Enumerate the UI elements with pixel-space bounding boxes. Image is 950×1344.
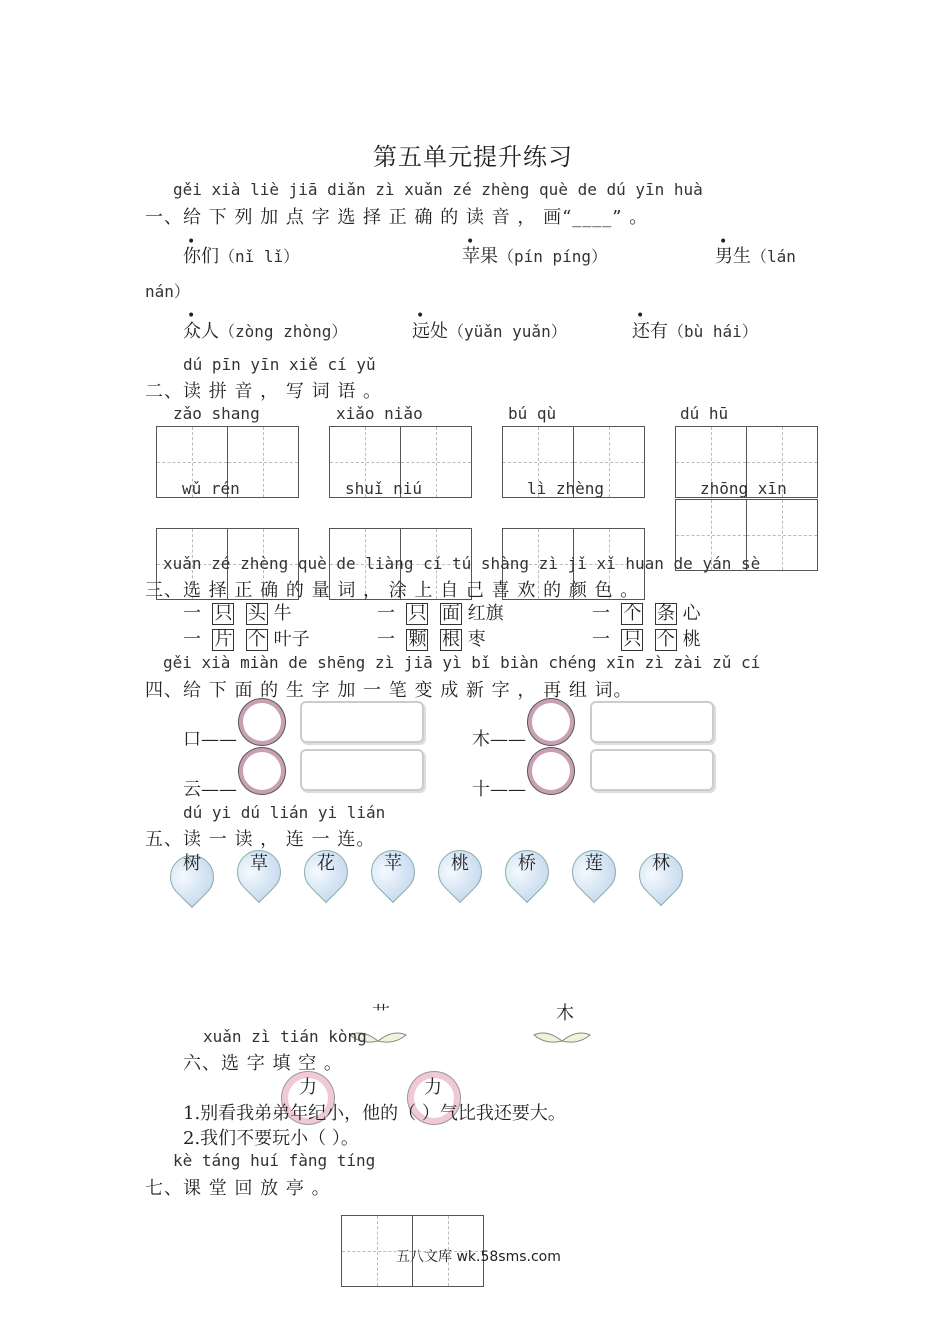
q1-pinyin: gěi xià liè jiā diǎn zì xuǎn zé zhèng què de dú yīn huà: [173, 180, 703, 199]
flower-answer-circle[interactable]: [532, 752, 570, 790]
measure-option[interactable]: 根: [441, 629, 460, 650]
q3-pinyin: xuǎn zé zhèng què de liàng cí tú shàng zì jǐ xǐ huan de yán sè: [163, 554, 761, 573]
q7-pinyin: kè táng huí fàng tíng: [173, 1151, 376, 1170]
q1-item: 众人（zòng zhòng）: [183, 321, 348, 342]
flower-choice-char: 力: [299, 1077, 317, 1098]
radical-label: 艹: [372, 1003, 390, 1024]
q6-pinyin: xuǎn zì tián kòng: [203, 1027, 367, 1046]
q1-item: 还有（bù hái）: [632, 321, 758, 342]
q2-pinyin-label: shuǐ niú: [345, 479, 423, 498]
measure-word-group: 一 只 头 牛: [183, 603, 292, 624]
q2-instruction: 二、读 拼 音 ， 写 词 语 。: [145, 381, 383, 402]
drop-character: 草: [250, 853, 268, 874]
scroll-answer-box[interactable]: [590, 701, 714, 743]
q2-pinyin: dú pīn yīn xiě cí yǔ: [183, 355, 376, 374]
scroll-answer-box[interactable]: [590, 749, 714, 791]
q2-pinyin-label: dú hū: [680, 404, 729, 423]
q1-item: 你们（nǐ lǐ）: [183, 246, 300, 267]
emphasis-dot: •: [719, 234, 728, 250]
emphasis-dot: •: [416, 308, 425, 324]
q5-pinyin: dú yi dú lián yi lián: [183, 803, 386, 822]
radical-label: 木: [556, 1003, 574, 1024]
measure-option[interactable]: 个: [656, 629, 675, 650]
measure-option[interactable]: 个: [623, 603, 642, 624]
measure-word-group: 一 只 个 桃: [592, 629, 701, 650]
q6-instruction: 六、选 字 填 空 。: [183, 1053, 343, 1074]
q2-pinyin-label: xiǎo niǎo: [336, 404, 423, 423]
q1-item-continued: nán）: [145, 282, 190, 301]
measure-option[interactable]: 头: [247, 603, 266, 624]
q4-instruction: 四、给 下 面 的 生 字 加 一 笔 变 成 新 字 ， 再 组 词。: [145, 680, 633, 701]
emphasis-dot: •: [187, 234, 196, 250]
watermark: 五八文库 wk.58sms.com: [396, 1249, 561, 1265]
scroll-answer-box[interactable]: [300, 701, 424, 743]
measure-word-group: 一 片 个 叶子: [183, 629, 310, 650]
measure-option[interactable]: 片: [214, 629, 233, 650]
drop-character: 桃: [451, 853, 469, 874]
q1-item: 苹果（pín píng）: [462, 246, 608, 267]
q1-instruction: 一、给 下 列 加 点 字 选 择 正 确 的 读 音 ， 画“____” 。: [145, 207, 649, 228]
q3-instruction: 三、选 择 正 确 的 量 词 ， 涂 上 自 己 喜 欢 的 颜 色 。: [145, 580, 640, 601]
leaf-icon[interactable]: [532, 1027, 592, 1045]
q5-instruction: 五、读 一 读 ， 连 一 连。: [145, 829, 376, 850]
flower-choice-char: 力: [424, 1077, 442, 1098]
drop-character: 莲: [585, 853, 603, 874]
drop-character: 林: [652, 853, 670, 874]
fill-sentence: 2.我们不要玩小（ ）。: [183, 1128, 359, 1149]
measure-option[interactable]: 只: [214, 603, 233, 624]
flower-answer-circle[interactable]: [243, 752, 281, 790]
base-character: 十——: [472, 779, 526, 800]
measure-option[interactable]: 颗: [408, 629, 427, 650]
measure-option[interactable]: 只: [408, 603, 427, 624]
measure-option[interactable]: 个: [247, 629, 266, 650]
base-character: 木——: [472, 729, 526, 750]
scroll-answer-box[interactable]: [300, 749, 424, 791]
drop-character: 桥: [518, 853, 536, 874]
drop-character: 花: [317, 853, 335, 874]
q2-pinyin-label: wǔ rén: [182, 479, 240, 498]
emphasis-dot: •: [187, 308, 196, 324]
page-title: 第五单元提升练习: [373, 143, 573, 171]
emphasis-dot: •: [466, 234, 475, 250]
drop-character: 树: [183, 853, 201, 874]
q2-pinyin-label: lì zhèng: [527, 479, 605, 498]
measure-word-group: 一 只 面 红旗: [377, 603, 504, 624]
q7-instruction: 七、课 堂 回 放 亭 。: [145, 1178, 331, 1199]
base-character: 口——: [183, 729, 237, 750]
measure-option[interactable]: 条: [656, 603, 675, 624]
measure-option[interactable]: 面: [441, 603, 460, 624]
q2-pinyin-label: zhōng xīn: [700, 479, 787, 498]
flower-answer-circle[interactable]: [243, 703, 281, 741]
q2-pinyin-label: bú qù: [508, 404, 557, 423]
measure-option[interactable]: 只: [623, 629, 642, 650]
emphasis-dot: •: [636, 308, 645, 324]
measure-word-group: 一 颗 根 枣: [377, 629, 486, 650]
flower-answer-circle[interactable]: [532, 703, 570, 741]
q1-item: 男生（lán: [715, 246, 796, 267]
q4-pinyin: gěi xià miàn de shēng zì jiā yì bǐ biàn chéng xīn zì zài zǔ cí: [163, 653, 761, 672]
fill-sentence: 1.别看我弟弟年纪小，他的（ ）气比我还要大。: [183, 1103, 566, 1124]
drop-character: 苹: [384, 853, 402, 874]
measure-word-group: 一 个 条 心: [592, 603, 701, 624]
base-character: 云——: [183, 779, 237, 800]
q2-pinyin-label: zǎo shang: [173, 404, 260, 423]
q1-item: 远处（yüǎn yuǎn）: [412, 321, 567, 342]
